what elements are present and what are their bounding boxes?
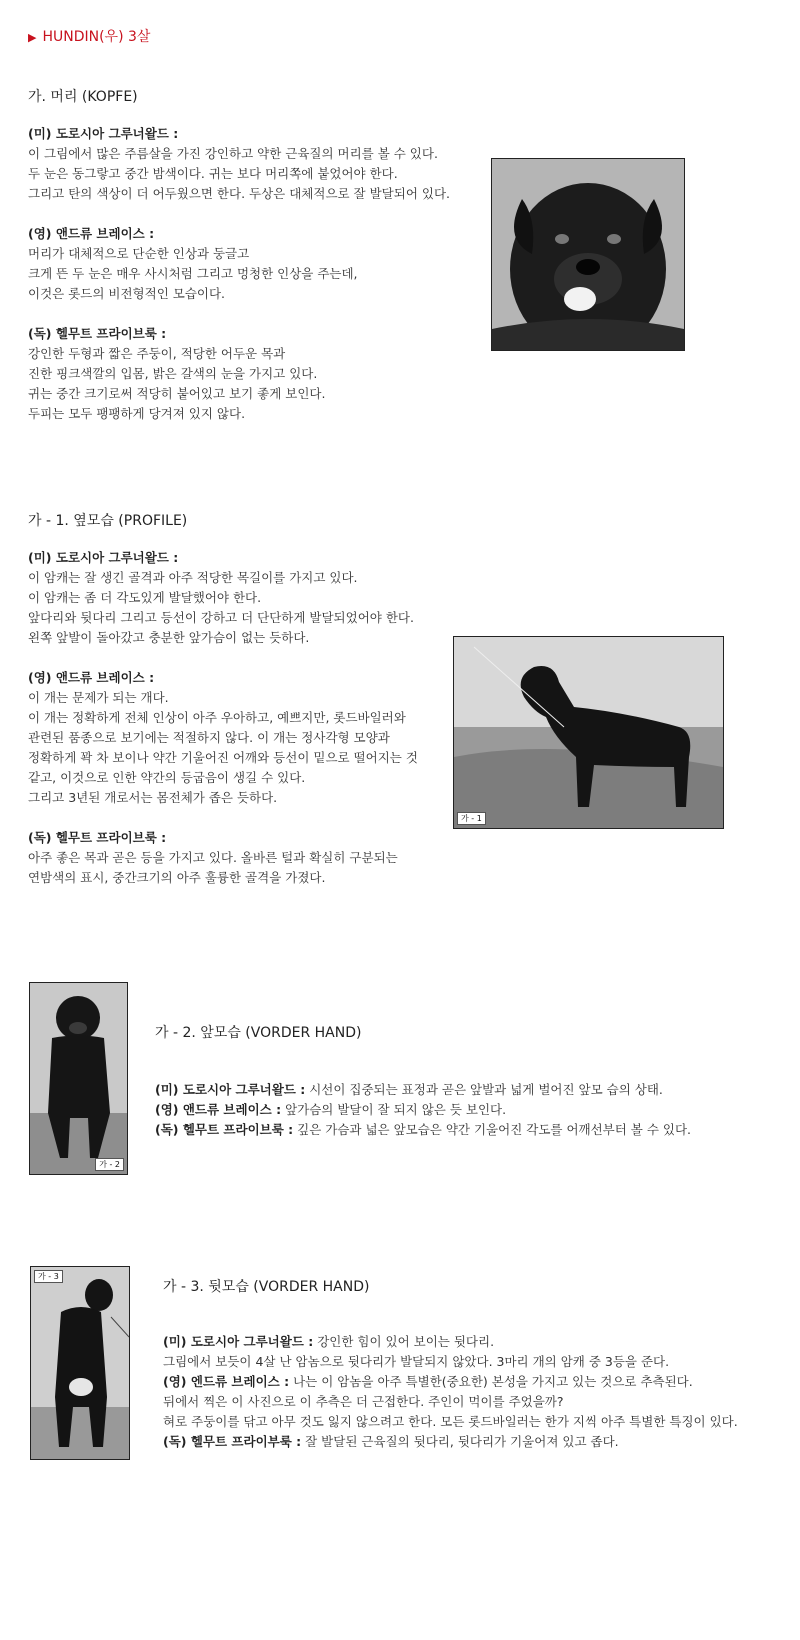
commentator-label: (미) 도로시아 그루너왈드 : xyxy=(28,550,179,565)
comment-line: 두 눈은 동그랗고 중간 밤색이다. 귀는 보다 머리쪽에 붙었어야 한다. xyxy=(28,166,398,181)
comment-line: 연밤색의 표시, 중간크기의 아주 훌륭한 골격을 가졌다. xyxy=(28,870,326,885)
comment-line: 진한 핑크색깔의 입몸, 밝은 갈색의 눈을 가지고 있다. xyxy=(28,366,318,381)
commentator-label: (영) 엔드류 브레이스 : xyxy=(163,1374,290,1389)
comment-line: 아주 좋은 목과 곧은 등을 가지고 있다. 올바른 털과 확실히 구분되는 xyxy=(28,850,398,865)
comment-line: 정확하게 꽉 차 보이나 약간 기울어진 어깨와 등선이 밑으로 떨어지는 것 xyxy=(28,750,418,765)
comment-line: 앞다리와 뒷다리 그리고 등선이 강하고 더 단단하게 발달되었어야 한다. xyxy=(28,610,414,625)
comment-text: 잘 발달된 근육질의 뒷다리, 뒷다리가 기울어져 있고 좁다. xyxy=(301,1434,619,1449)
photo-tag: 가 - 3 xyxy=(34,1270,63,1283)
page-title xyxy=(28,26,150,46)
comment-line: 관련된 품종으로 보기에는 적절하지 않다. 이 개는 정사각형 모양과 xyxy=(28,730,390,745)
comment-row xyxy=(163,1372,738,1392)
comment-line: 이 그림에서 많은 주름살을 가진 강인하고 약한 근육질의 머리를 볼 수 있다. xyxy=(28,146,438,161)
comment-line: 혀로 주둥이를 닦고 아무 것도 잃지 않으려고 한다. 모든 롯드바일러는 한가 지씩 아주 특별한 특징이 있다. xyxy=(163,1414,738,1429)
comment-line: 머리가 대체적으로 단순한 인상과 둥글고 xyxy=(28,246,250,261)
commentator-label: (독) 헬무트 프라이부룩 : xyxy=(163,1434,302,1449)
comment-line: 이 암캐는 좀 더 각도있게 발달했어야 한다. xyxy=(28,590,262,605)
commentator-label: (영) 앤드류 브레이스 : xyxy=(28,226,155,241)
photo-tag: 가 - 1 xyxy=(457,812,486,825)
dog-profile-photo xyxy=(453,636,724,829)
comment-line: 이것은 롯드의 비전형적인 모습이다. xyxy=(28,286,226,301)
commentator-label: (독) 헬무트 프라이브룩 : xyxy=(28,830,167,845)
dog-front-photo xyxy=(29,982,128,1175)
profile-commentary xyxy=(28,548,418,888)
triangle-bullet-icon: ▶ xyxy=(28,31,37,44)
section-heading-head: 가. 머리 (KOPFE) xyxy=(28,89,138,105)
comment-text: 앞가슴의 발달이 잘 되지 않은 듯 보인다. xyxy=(281,1102,507,1117)
comment-row xyxy=(155,1100,691,1120)
comment-row xyxy=(155,1120,691,1140)
commentator-label: (미) 도로시아 그루너왈드 : xyxy=(155,1082,306,1097)
comment-line: 뒤에서 찍은 이 사진으로 이 추측은 더 근접한다. 주인이 먹이를 주었을까? xyxy=(163,1394,564,1409)
page-title-text: HUNDIN(우) 3살 xyxy=(42,29,151,45)
comment-text: 강인한 힘이 있어 보이는 뒷다리. xyxy=(313,1334,495,1349)
comment-line: 크게 뜬 두 눈은 매우 사시처럼 그리고 멍청한 인상을 주는데, xyxy=(28,266,358,281)
section-heading-profile: 가 - 1. 옆모습 (PROFILE) xyxy=(28,513,188,529)
comment-line: 이 개는 정확하게 전체 인상이 아주 우아하고, 예쁘지만, 롯드바일러와 xyxy=(28,710,406,725)
comment-row xyxy=(155,1080,691,1100)
front-commentary xyxy=(155,1080,691,1140)
commentator-label: (미) 도로시아 그루너왈드 : xyxy=(163,1334,314,1349)
comment-line: 왼쪽 앞발이 돌아갔고 충분한 앞가슴이 없는 듯하다. xyxy=(28,630,310,645)
comment-row xyxy=(163,1332,738,1352)
comment-line: 그리고 탄의 색상이 더 어두웠으면 한다. 두상은 대체적으로 잘 발달되어 있다. xyxy=(28,186,451,201)
comment-line: 귀는 중간 크기로써 적당히 붙어있고 보기 좋게 보인다. xyxy=(28,386,326,401)
commentator-label: (영) 앤드류 브레이스 : xyxy=(28,670,155,685)
commentator-label: (미) 도로시아 그루너왈드 : xyxy=(28,126,179,141)
comment-line: 그림에서 보듯이 4살 난 암놈으로 뒷다리가 발달되지 않았다. 3마리 개의 암캐 중 3등을 준다. xyxy=(163,1354,670,1369)
section-heading-front: 가 - 2. 앞모습 (VORDER HAND) xyxy=(155,1025,362,1041)
dog-rear-photo xyxy=(30,1266,130,1460)
comment-text: 나는 이 암놈을 아주 특별한(중요한) 본성을 가지고 있는 것으로 추측된다. xyxy=(289,1374,693,1389)
comment-line: 두피는 모두 팽팽하게 당겨져 있지 않다. xyxy=(28,406,246,421)
head-commentary xyxy=(28,124,450,424)
comment-text: 깊은 가슴과 넓은 앞모습은 약간 기울어진 각도를 어깨선부터 볼 수 있다. xyxy=(293,1122,692,1137)
commentator-label: (영) 앤드류 브레이스 : xyxy=(155,1102,282,1117)
comment-line: 같고, 이것으로 인한 약간의 등굽음이 생길 수 있다. xyxy=(28,770,306,785)
rear-commentary xyxy=(163,1332,738,1452)
comment-text: 시선이 집중되는 표정과 곧은 앞발과 넓게 벌어진 앞모 습의 상태. xyxy=(305,1082,663,1097)
comment-row xyxy=(163,1432,738,1452)
commentator-label: (독) 헬무트 프라이브룩 : xyxy=(28,326,167,341)
commentator-label: (독) 헬무트 프라이브룩 : xyxy=(155,1122,294,1137)
section-heading-rear: 가 - 3. 뒷모습 (VORDER HAND) xyxy=(163,1279,370,1295)
comment-line: 강인한 두형과 짧은 주둥이, 적당한 어두운 목과 xyxy=(28,346,286,361)
dog-head-photo xyxy=(491,158,685,351)
comment-line: 그리고 3년된 개로서는 몸전체가 좁은 듯하다. xyxy=(28,790,278,805)
photo-tag: 가 - 2 xyxy=(95,1158,124,1171)
comment-line: 이 암캐는 잘 생긴 골격과 아주 적당한 목길이를 가지고 있다. xyxy=(28,570,358,585)
comment-line: 이 개는 문제가 되는 개다. xyxy=(28,690,169,705)
